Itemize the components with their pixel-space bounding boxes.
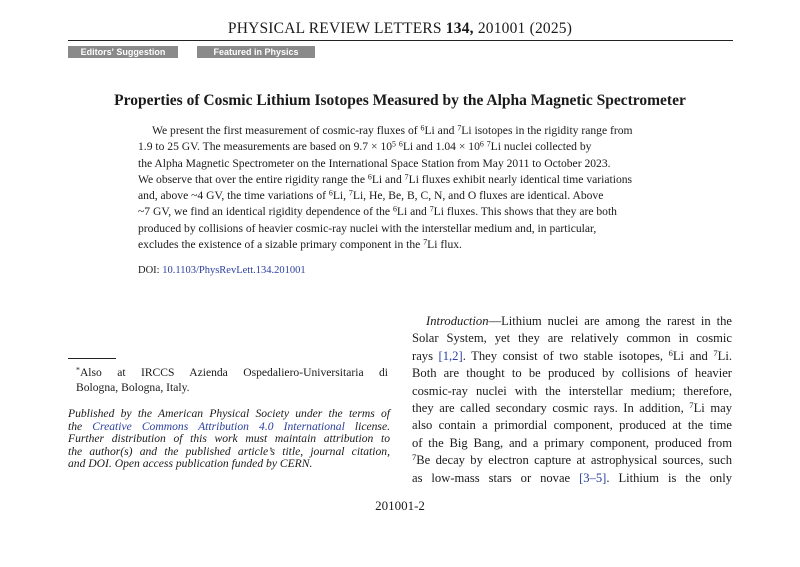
doi-link[interactable]: 10.1103/PhysRevLett.134.201001 xyxy=(162,265,306,276)
abstract-line: produced by collisions of heavier cosmic-ray nuclei with the interstellar medium and, in particular, xyxy=(138,221,597,235)
journal-name: PHYSICAL REVIEW LETTERS xyxy=(227,20,442,37)
abstract-line: 1.9 to 25 GV. The measurements are based on $9.7 \times 10^5$ $^6$Li and $1.04 \times 10^6$ $^7$Li nuclei collected by xyxy=(138,139,592,154)
body-line: Both are thought to be produced by collisions of heavier xyxy=(412,366,732,381)
abstract-line: ~7 GV, we find an identical rigidity dependence of the $^6$Li and $^7$Li fluxes. This shows that they are both xyxy=(138,204,617,219)
abstract-line: the Alpha Magnetic Spectrometer on the International Space Station from May 2011 to October 2023. xyxy=(138,156,611,170)
footnote-line: Bologna, Bologna, Italy. xyxy=(76,381,190,394)
citation-link[interactable]: [3–5] xyxy=(579,470,607,485)
abstract-line: and, above ~4 GV, the time variations of $^6$Li, $^7$Li, He, Be, B, C, N, and O fluxes are identical. Above xyxy=(138,188,604,203)
page-number: 201001-2 xyxy=(375,498,425,513)
citation-link[interactable]: [1,2] xyxy=(438,348,463,363)
abstract-line: We present the first measurement of cosmic-ray fluxes of $^6$Li and $^7$Li isotopes in the rigidity range from xyxy=(152,123,633,137)
footnote-rule xyxy=(68,358,116,359)
journal-header xyxy=(0,20,800,38)
footnote-mark: * xyxy=(76,365,80,375)
body-line: of the Big Bang, and a primary component, produced from xyxy=(412,435,732,450)
affiliation-footnote xyxy=(76,365,388,395)
body-line: rays [1,2]. They consist of two stable isotopes, $^6$Li and $^7$Li. xyxy=(412,347,732,363)
license-line: and DOI. Open access publication funded by CERN. xyxy=(68,457,313,471)
doi-label: DOI: xyxy=(138,265,163,276)
header-rule xyxy=(68,40,733,41)
license-line: the author(s) and the published article’s title, journal citation, xyxy=(68,444,390,458)
section-heading: Introduction xyxy=(426,314,489,328)
article-title: Properties of Cosmic Lithium Isotopes Measured by the Alpha Magnetic Spectrometer xyxy=(114,92,686,109)
footnote-line: *Also at IRCCS Azienda Ospedaliero-Universitaria di xyxy=(76,365,388,379)
license-line: Further distribution of this work must maintain attribution to xyxy=(68,432,390,446)
license-link[interactable]: Creative Commons Attribution 4.0 International xyxy=(92,419,345,433)
introduction-paragraph xyxy=(412,313,732,487)
body-line: cosmic-ray nuclei with the interstellar medium; therefore, xyxy=(412,383,732,398)
body-line: Solar System, yet they are relatively common in cosmic xyxy=(412,331,732,346)
body-line: Introduction—Lithium nuclei are among the rarest in the xyxy=(426,314,732,328)
license-line: the Creative Commons Attribution 4.0 International license. xyxy=(68,419,390,433)
featured-in-physics-badge[interactable]: Featured in Physics xyxy=(197,46,315,58)
license-notice xyxy=(68,408,390,471)
body-line: they are called secondary cosmic rays. In addition, $^7$Li may xyxy=(412,400,733,415)
body-line: $^7$Be decay by electron capture at astrophysical sources, such xyxy=(412,452,732,468)
journal-volume: 134, xyxy=(445,20,474,37)
abstract xyxy=(138,123,662,253)
body-line: also contain a primordial component, produced at the time xyxy=(412,418,732,433)
license-line: Published by the American Physical Society under the terms of xyxy=(68,407,390,420)
article-id: 201001 (2025) xyxy=(477,20,573,37)
doi xyxy=(138,265,306,276)
abstract-line: We observe that over the entire rigidity range the $^6$Li and $^7$Li fluxes exhibit nearly identical time variations xyxy=(138,172,633,186)
editors-suggestion-badge[interactable]: Editors' Suggestion xyxy=(68,46,178,58)
abstract-line: excludes the existence of a sizable primary component in the $^7$Li flux. xyxy=(138,237,462,252)
body-line: as low-mass stars or novae [3–5]. Lithium is the only xyxy=(412,470,732,485)
